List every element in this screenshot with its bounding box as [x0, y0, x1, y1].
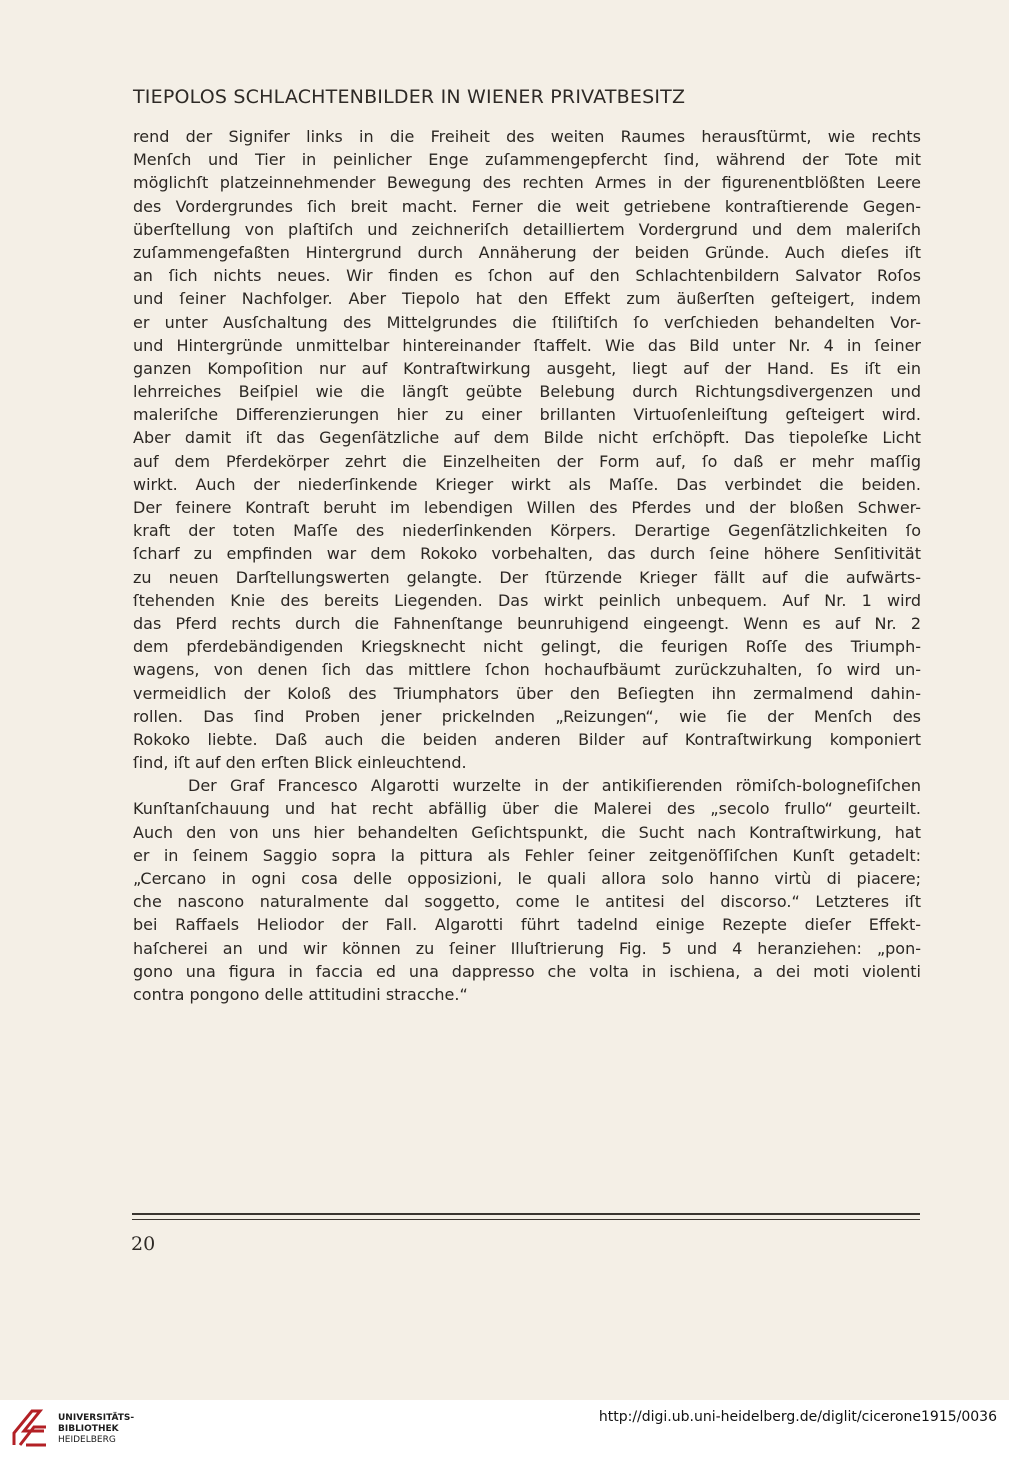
text-line: ganzen Kompoſition nur auf Kontraſtwirkung ausgeht, liegt auf der Hand. Es iſt ein: [133, 358, 921, 378]
text-line: rollen. Das ſind Proben jener prickelnden „Reizungen“, wie ſie der Menſch des: [133, 706, 921, 726]
text-line: gono una figura in faccia ed una dappresso che volta in ischiena, a dei moti violenti: [133, 961, 921, 981]
text-line: auf dem Pferdekörper zehrt die Einzelheiten der Form auf, ſo daß er mehr maſſig: [133, 451, 921, 471]
text-line-paragraph-start: Der Graf Francesco Algarotti wurzelte in der antikiſierenden römiſch-bologneſiſchen: [188, 776, 921, 796]
body-text: [133, 125, 921, 1006]
text-line: lehrreiches Beiſpiel wie die längſt geübte Belebung durch Richtungsdivergenzen und: [133, 382, 921, 402]
text-line: an ſich nichts neues. Wir finden es ſchon auf den Schlachtenbildern Salvator Roſos: [133, 266, 921, 286]
text-line: „Cercano in ogni cosa delle opposizioni, le quali allora solo hanno virtù di piacere;: [133, 869, 921, 888]
text-line: Kunſtanſchauung und hat recht abfällig über die Malerei des „secolo frullo“ geurteilt.: [133, 799, 921, 819]
text-line: ſcharf zu empfinden war dem Rokoko vorbehalten, das durch ſeine höhere Senſitivität: [133, 544, 921, 564]
text-line: und Hintergründe unmittelbar hintereinander ſtaffelt. Wie das Bild unter Nr. 4 in ſeiner: [133, 335, 921, 355]
text-line: che nascono naturalmente dal soggetto, come le antitesi del discorso.“ Letzteres iſt: [133, 892, 921, 912]
text-line: er unter Ausſchaltung des Mittelgrundes die ſtiliſtiſch ſo verſchieden behandelten Vor-: [133, 312, 921, 332]
university-library-logo-text: [58, 1413, 134, 1446]
text-line: wagens, von denen ſich das mittlere ſchon hochaufbäumt zurückzuhalten, ſo wird un-: [133, 660, 921, 680]
logo-line-3: HEIDELBERG: [58, 1435, 116, 1445]
text-line: wirkt. Auch der niederſinkende Krieger wirkt als Maſſe. Das verbindet die beiden.: [133, 474, 921, 494]
university-library-logo-icon: [10, 1405, 50, 1449]
text-line: möglichſt platzeinnehmender Bewegung des rechten Armes in der figurenentblößten Leere: [133, 173, 921, 193]
text-line: Rokoko liebte. Daß auch die beiden anderen Bilder auf Kontraſtwirkung komponiert: [133, 729, 921, 749]
permalink-url-link[interactable]: http://digi.ub.uni-heidelberg.de/diglit/cicerone1915/0036: [598, 1409, 997, 1425]
running-head: TIEPOLOS SCHLACHTENBILDER IN WIENER PRIVATBESITZ: [133, 86, 686, 108]
text-line: Auch den von uns hier behandelten Geſichtspunkt, die Sucht nach Kontraſtwirkung, hat: [133, 822, 921, 842]
text-line-paragraph-end: contra pongono delle attitudini stracche.“: [133, 984, 468, 1004]
text-line: rend der Signifer links in die Freiheit des weiten Raumes herausſtürmt, wie rechts: [133, 127, 921, 146]
text-line: dem pferdebändigenden Kriegsknecht nicht gelingt, die feurigen Roſſe des Triumph-: [133, 637, 921, 657]
text-line: Menſch und Tier in peinlicher Enge zuſammengepfercht ſind, während der Tote mit: [133, 150, 921, 170]
text-line: das Pferd rechts durch die Fahnenſtange beunruhigend eingeengt. Wenn es auf Nr. 2: [133, 613, 921, 633]
logo-line-2: BIBLIOTHEK: [58, 1424, 119, 1434]
text-line: bei Raffaels Heliodor der Fall. Algarotti führt tadelnd einige Rezepte dieſer Effekt-: [133, 915, 921, 935]
logo-line-1: UNIVERSITÄTS-: [58, 1413, 135, 1423]
text-line: des Vordergrundes ſich breit macht. Ferner die weit getriebene kontraſtierende Gegen-: [133, 196, 921, 216]
footer-rule-thin: [132, 1219, 920, 1220]
text-line: zuſammengefaßten Hintergrund durch Annäherung der beiden Gründe. Auch dieſes iſt: [133, 242, 921, 262]
text-line: haſcherei an und wir können zu ſeiner Illuſtrierung Fig. 5 und 4 heranziehen: „pon-: [133, 938, 921, 958]
text-line-paragraph-end: ſind, iſt auf den erſten Blick einleuchtend.: [133, 753, 467, 773]
text-line: zu neuen Darſtellungswerten gelangte. Der ſtürzende Krieger fällt auf die aufwärts-: [133, 567, 921, 587]
text-line: und ſeiner Nachfolger. Aber Tiepolo hat den Effekt zum äußerſten geſteigert, indem: [133, 289, 921, 309]
text-line: maleriſche Differenzierungen hier zu einer brillanten Virtuoſenleiſtung geſteigert wird.: [133, 405, 921, 425]
text-line: kraft der toten Maſſe des niederſinkenden Körpers. Derartige Gegenſätzlichkeiten ſo: [133, 521, 921, 541]
text-line: Der feinere Kontraſt beruht im lebendigen Willen des Pferdes und der bloßen Schwer-: [133, 498, 921, 517]
text-line: Aber damit iſt das Gegenſätzliche auf dem Bilde nicht erſchöpft. Das tiepoleſke Licht: [133, 428, 921, 448]
footer-rule-thick: [132, 1213, 920, 1215]
text-line: vermeidlich der Koloß des Triumphators über den Beſiegten ihn zermalmend dahin-: [133, 683, 921, 703]
text-line: er in ſeinem Saggio sopra la pittura als Fehler ſeiner zeitgenöſſiſchen Kunſt getadelt:: [133, 845, 921, 865]
page-number: 20: [131, 1233, 156, 1255]
text-line: überſtellung von plaſtiſch und zeichneriſch detailliertem Vordergrund und dem maleriſch: [133, 219, 921, 239]
text-line: ſtehenden Knie des bereits Liegenden. Das wirkt peinlich unbequem. Auf Nr. 1 wird: [133, 590, 921, 610]
